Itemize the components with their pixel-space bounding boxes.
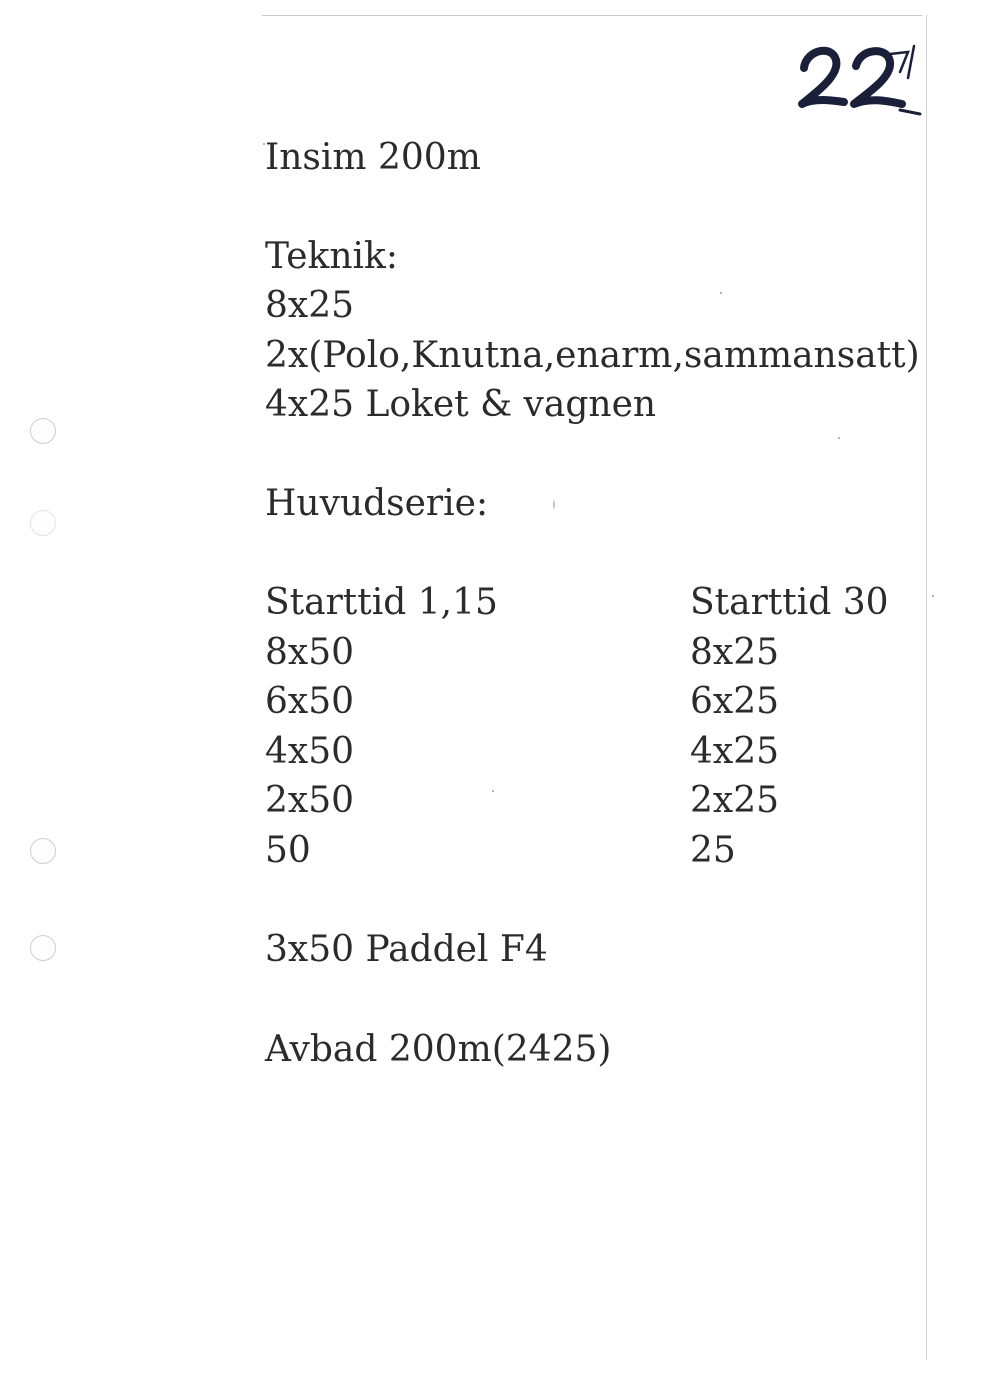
right-set-item: 8x25 [690,632,780,673]
punch-hole-icon [30,935,56,961]
sheet-right-edge [926,15,927,1360]
technique-line: 4x25 Loket & vagnen [265,384,657,425]
paddle-line: 3x50 Paddel F4 [265,929,548,970]
technique-line: 8x25 [265,285,355,326]
right-set-item: 4x25 [690,731,780,772]
left-set-item: 2x50 [265,780,355,821]
right-set-item: 2x25 [690,780,780,821]
cooldown-line: Avbad 200m(2425) [265,1029,612,1070]
right-start-time: Starttid 30 [690,582,889,623]
scan-speck [553,500,555,509]
handwritten-page-number [792,28,932,128]
scan-speck [932,595,934,597]
main-set-heading: Huvudserie: [265,483,489,524]
right-set-item: 25 [690,830,736,871]
left-start-time: Starttid 1,15 [265,582,498,623]
punch-hole-icon [30,838,56,864]
technique-line: 2x(Polo,Knutna,enarm,sammansatt) [265,335,920,376]
left-set-item: 4x50 [265,731,355,772]
scan-speck [492,790,494,792]
technique-heading: Teknik: [265,236,398,277]
right-set-item: 6x25 [690,681,780,722]
left-set-item: 8x50 [265,632,355,673]
punch-hole-icon [30,510,56,536]
left-set-item: 50 [265,830,311,871]
left-set-item: 6x50 [265,681,355,722]
scan-speck [720,292,722,294]
scan-speck [838,437,840,439]
sheet-top-edge [262,15,922,16]
warmup-line: Insim 200m [265,137,481,178]
punch-hole-icon [30,418,56,444]
